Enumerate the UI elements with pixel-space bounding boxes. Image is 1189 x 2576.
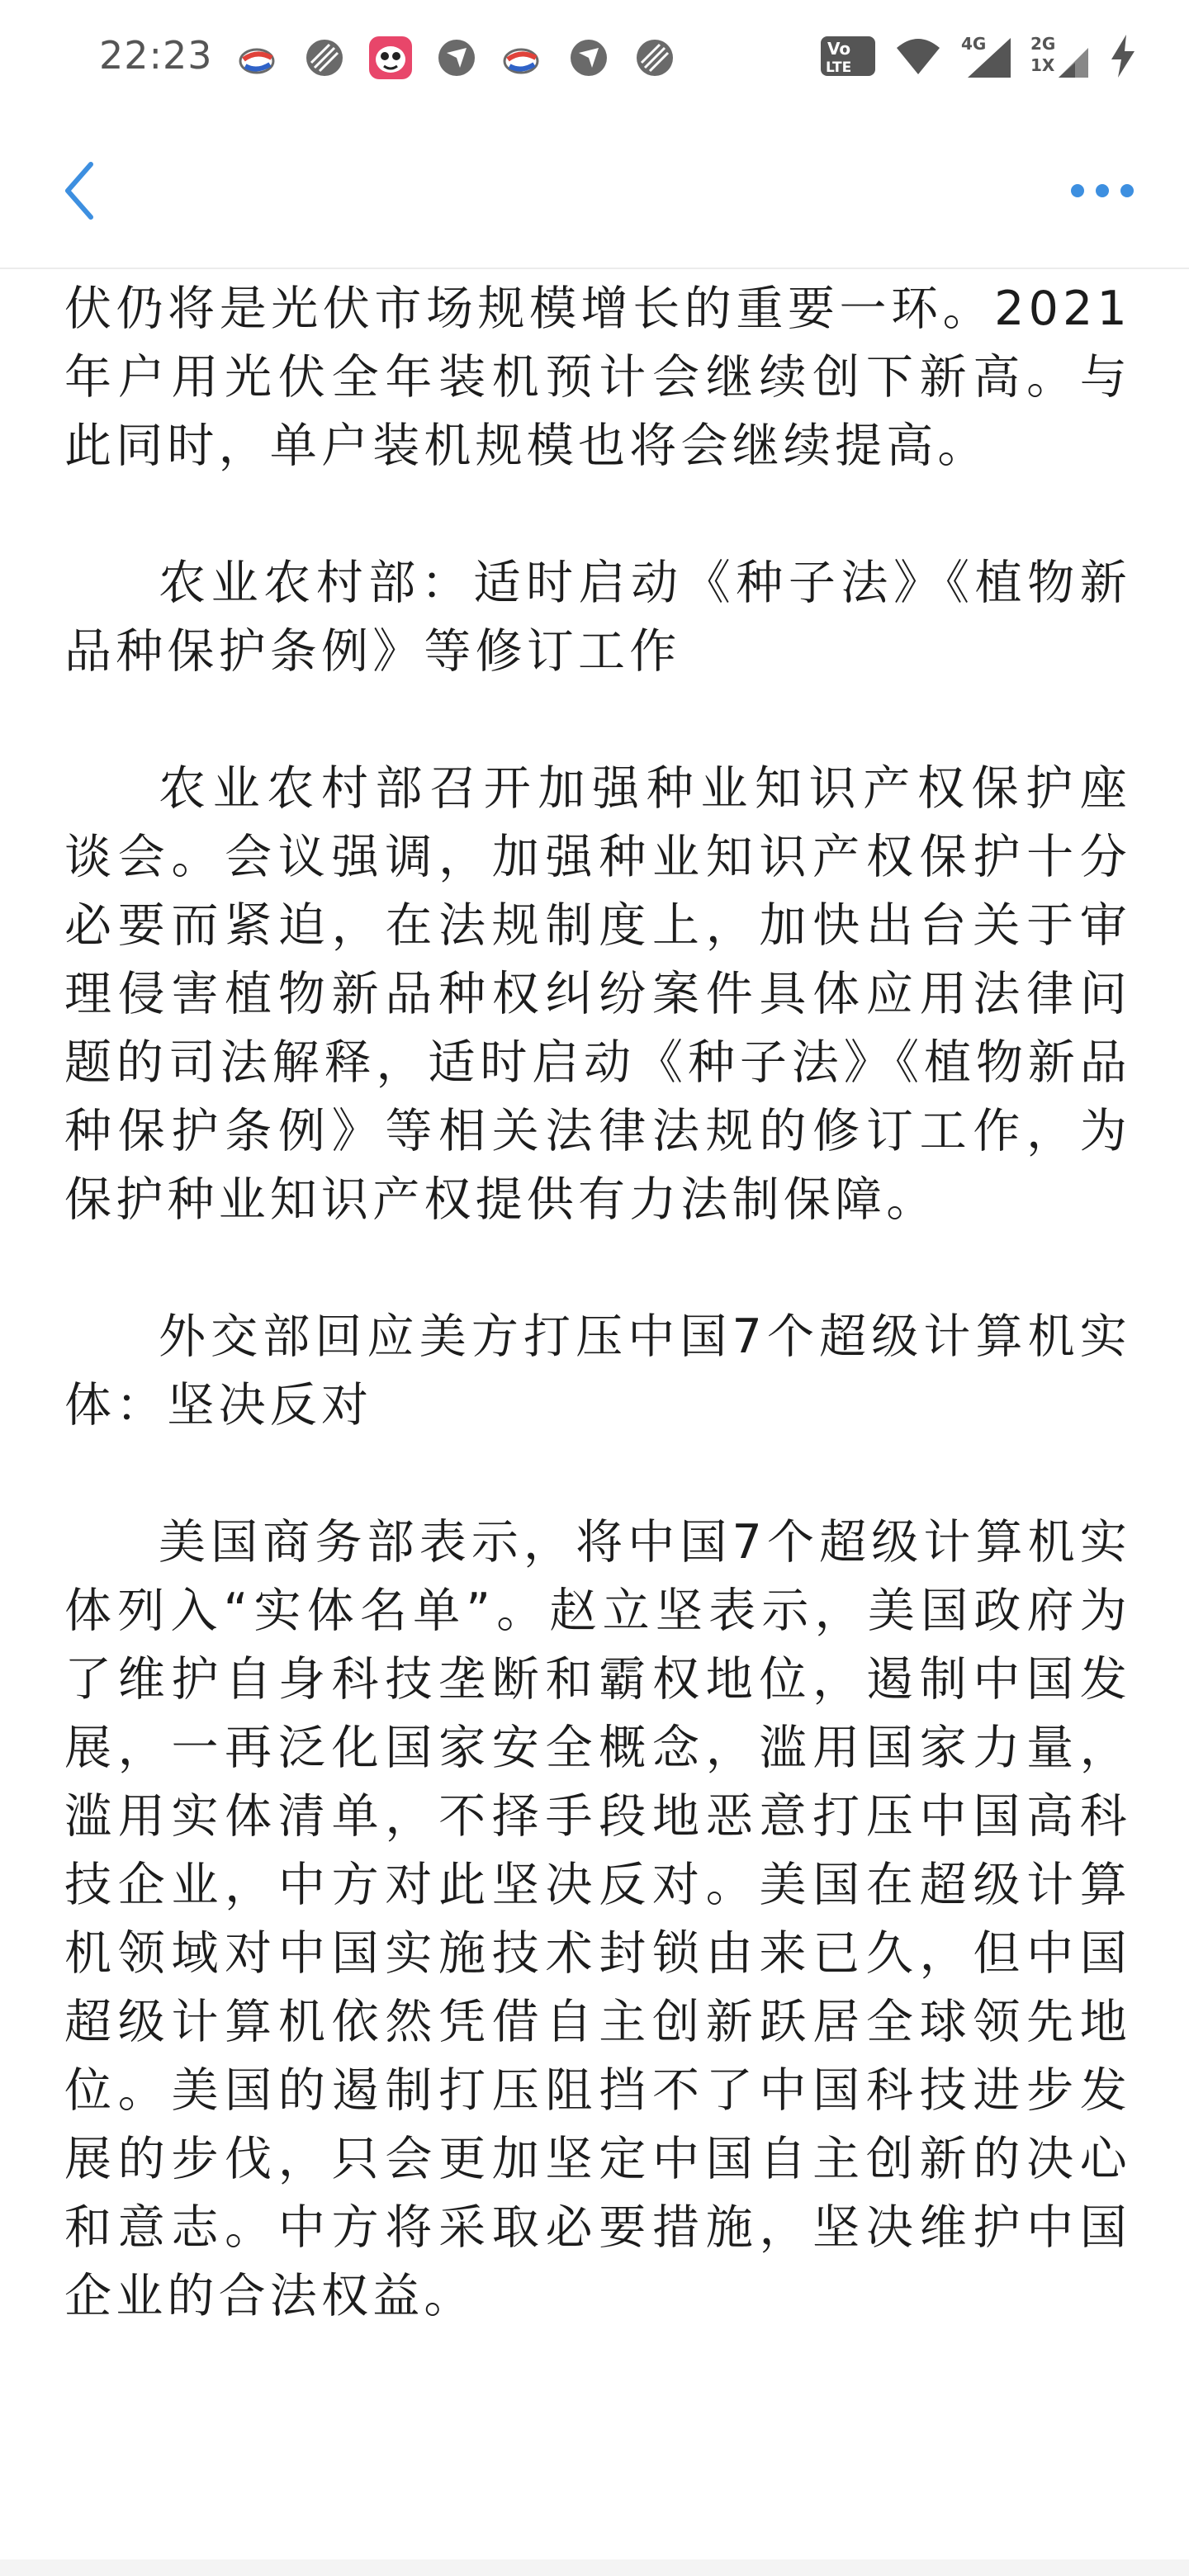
article-body	[64, 206, 1131, 2331]
more-horizontal-icon	[1068, 181, 1137, 201]
wifi-icon	[893, 33, 943, 79]
notification-icons	[235, 35, 678, 81]
status-bar	[0, 0, 1189, 116]
signal-2g-icon	[1029, 31, 1090, 81]
charging-icon	[1106, 31, 1139, 81]
article-subheading: 农业农村部：适时启动《种子法》《植物新品种保护条例》等修订工作	[64, 556, 1131, 679]
direction-app-icon	[433, 35, 480, 81]
cartoon-app-icon	[367, 35, 414, 81]
direction-app-icon	[566, 35, 612, 81]
app-slash-icon	[632, 35, 678, 81]
signal-4g-icon	[959, 31, 1012, 81]
more-options-button[interactable]	[1057, 162, 1148, 220]
article-paragraph: 伏仍将是光伏市场规模增长的重要一环。2021年户用光伏全年装机预计会继续创下新高。与此同时，单户装机规模也将会继续提高。	[64, 282, 1131, 473]
network-1x-label: 1X	[1030, 55, 1055, 75]
status-time: 22:23	[99, 33, 213, 78]
app-slash-icon	[301, 35, 348, 81]
article-paragraph: 美国商务部表示，将中国7个超级计算机实体列入“实体名单”。赵立坚表示，美国政府为了维护自身科技垄断和霸权地位，遏制中国发展，一再泛化国家安全概念，滥用国家力量，滥用实体清单，不择手段地恶意打压中国高科技企业，中方对此坚决反对。美国在超级计算机领域对中国实施技术封锁由来已久，但中国超级计算机依然凭借自主创新跃居全球领先地位。美国的遏制打压阻挡不了中国科技进步发展的步伐，只会更加坚定中国自主创新的决心和意志。中方将采取必要措施，坚决维护中国企业的合法权益。	[64, 1515, 1131, 2323]
volte-icon	[819, 33, 877, 79]
system-icons	[819, 30, 1139, 83]
bottom-edge	[0, 2559, 1189, 2576]
network-2g-label: 2G	[1030, 34, 1056, 54]
chevron-left-icon	[59, 159, 99, 222]
app-header	[0, 116, 1189, 269]
article-subheading: 外交部回应美方打压中国7个超级计算机实体：坚决反对	[64, 1309, 1131, 1432]
weibo-icon	[500, 35, 546, 81]
volte-label-bottom: LTE	[826, 59, 852, 76]
weibo-icon	[235, 35, 282, 81]
network-4g-label: 4G	[961, 34, 987, 54]
volte-label-top: Vo	[827, 39, 851, 59]
article-paragraph: 农业农村部召开加强种业知识产权保护座谈会。会议强调，加强种业知识产权保护十分必要而紧迫，在法规制度上，加快出台关于审理侵害植物新品种权纠纷案件具体应用法律问题的司法解释，适时启动《种子法》《植物新品种保护条例》等相关法律法规的修订工作，为保护种业知识产权提供有力法制保障。	[64, 761, 1131, 1227]
back-button[interactable]	[46, 154, 112, 228]
